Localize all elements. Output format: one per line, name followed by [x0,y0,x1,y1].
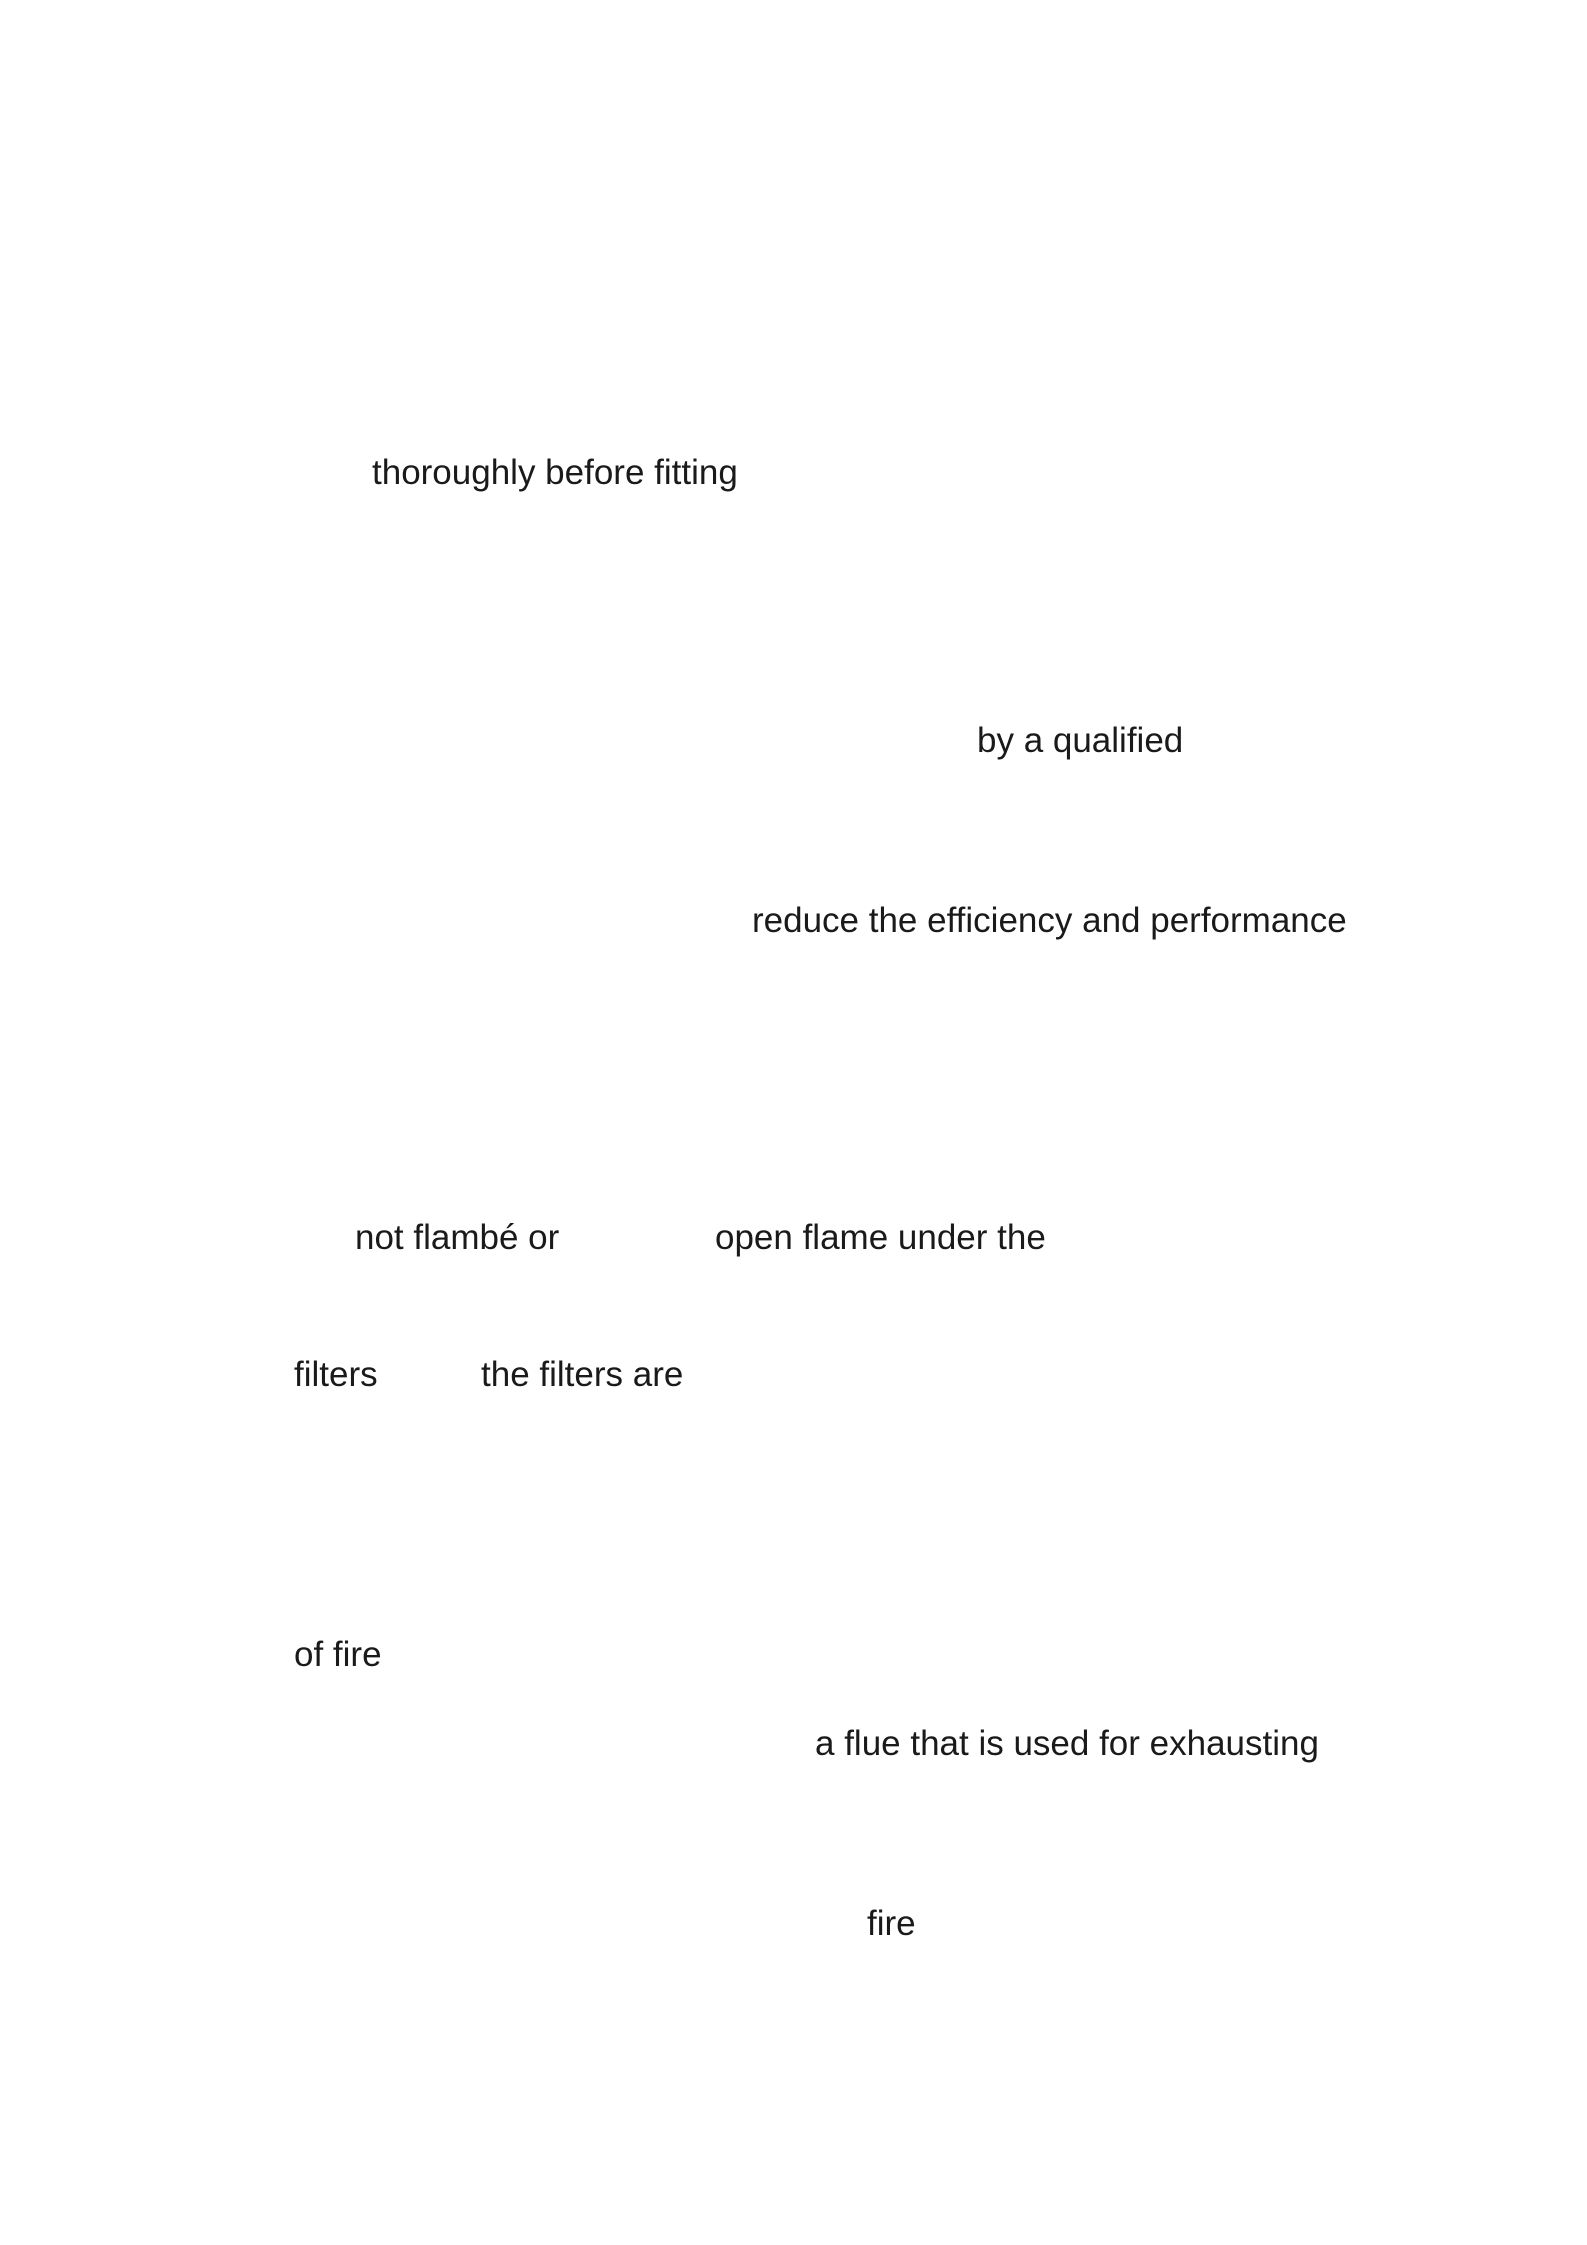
text-fragment-not-flambe: not flambé or [355,1218,560,1257]
text-fragment-fire: fire [867,1904,916,1943]
text-fragment-reduce-efficiency: reduce the efficiency and performance [752,901,1347,940]
text-fragment-of-fire: of fire [294,1635,382,1674]
text-fragment-open-flame: open flame under the [715,1218,1046,1257]
text-fragment-the-filters-are: the filters are [481,1355,684,1394]
text-fragment-filters: filters [294,1355,378,1394]
text-fragment-thoroughly-before-fitting: thoroughly before fitting [372,453,738,492]
text-fragment-flue-exhausting: a flue that is used for exhausting [815,1724,1319,1763]
text-fragment-by-a-qualified: by a qualified [977,721,1184,760]
